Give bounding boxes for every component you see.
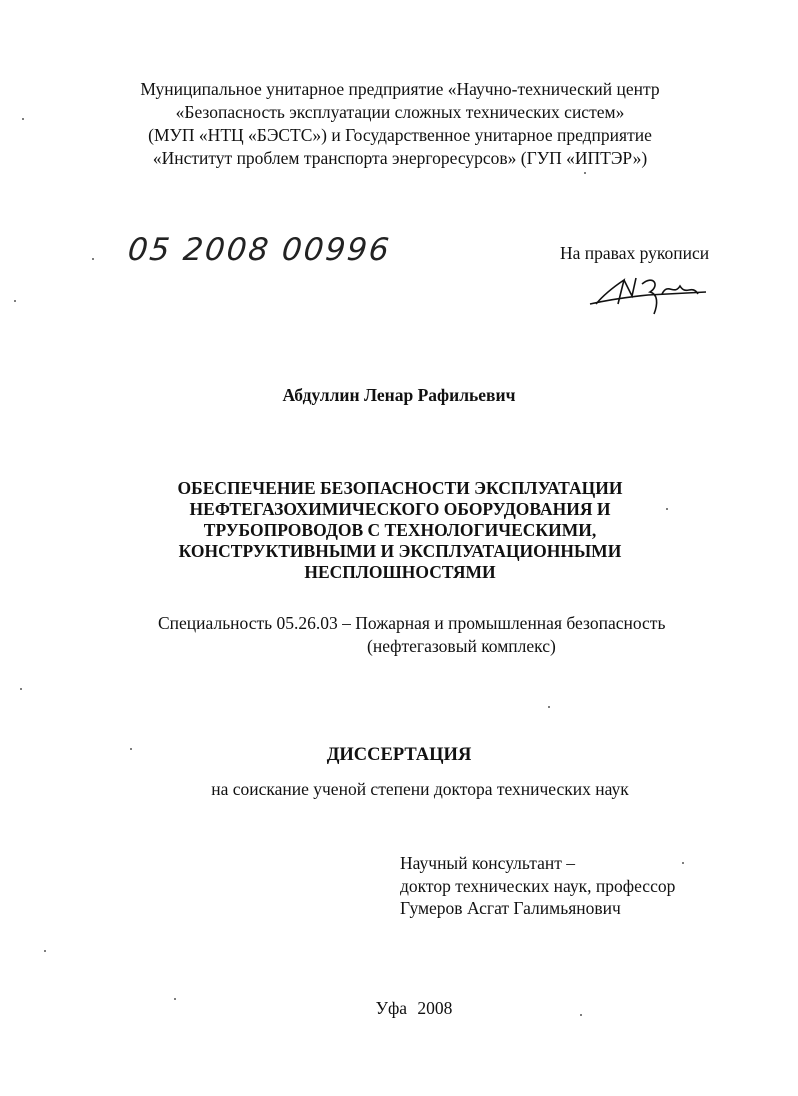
title-line: НЕФТЕГАЗОХИМИЧЕСКОГО ОБОРУДОВАНИЯ И: [189, 499, 611, 519]
rights-label: На правах рукописи: [560, 243, 710, 263]
scan-speck: [20, 688, 22, 690]
consultant-credentials: доктор технических наук, профессор: [400, 875, 676, 896]
organization-header: [60, 78, 740, 170]
scan-speck: [44, 950, 46, 952]
organization-line: «Институт проблем транспорта энергоресурсов» (ГУП «ИПТЭР»): [152, 148, 648, 168]
consultant-role: Научный консультант –: [400, 853, 575, 873]
specialty-line: Специальность 05.26.03 – Пожарная и промышленная безопасность: [158, 613, 666, 633]
scan-speck: [682, 862, 684, 864]
city-year: Уфа 2008: [375, 998, 453, 1018]
dissertation-title: [100, 478, 700, 583]
title-line: КОНСТРУКТИВНЫМИ И ЭКСПЛУАТАЦИОННЫМИ: [178, 541, 622, 561]
scientific-consultant: [400, 852, 675, 920]
scan-speck: [548, 706, 550, 708]
title-line: ТРУБОПРОВОДОВ С ТЕХНОЛОГИЧЕСКИМИ,: [203, 520, 597, 540]
specialty: [158, 612, 665, 658]
scan-speck: [14, 300, 16, 302]
specialty-line: (нефтегазовый комплекс): [367, 636, 556, 656]
scan-speck: [580, 1014, 582, 1016]
organization-line: «Безопасность эксплуатации сложных технических систем»: [175, 102, 625, 122]
registration-number: 05 2008 00996: [126, 232, 393, 268]
scan-speck: [130, 748, 132, 750]
title-line: НЕСПЛОШНОСТЯМИ: [304, 562, 496, 582]
organization-line: (МУП «НТЦ «БЭСТС») и Государственное унитарное предприятие: [148, 125, 652, 145]
scan-speck: [666, 508, 668, 510]
organization-line: Муниципальное унитарное предприятие «Научно-технический центр: [140, 79, 660, 99]
title-line: ОБЕСПЕЧЕНИЕ БЕЗОПАСНОСТИ ЭКСПЛУАТАЦИИ: [177, 478, 623, 498]
scan-speck: [92, 258, 94, 260]
scan-speck: [22, 118, 24, 120]
consultant-name: Гумеров Асгат Галимьянович: [400, 898, 621, 918]
document-type: ДИССЕРТАЦИЯ: [326, 745, 472, 765]
signature-image: [588, 270, 708, 318]
author-name: Абдуллин Ленар Рафильевич: [282, 385, 516, 405]
scan-speck: [174, 998, 176, 1000]
scan-speck: [584, 172, 586, 174]
degree-line: на соискание ученой степени доктора технических наук: [211, 779, 629, 799]
